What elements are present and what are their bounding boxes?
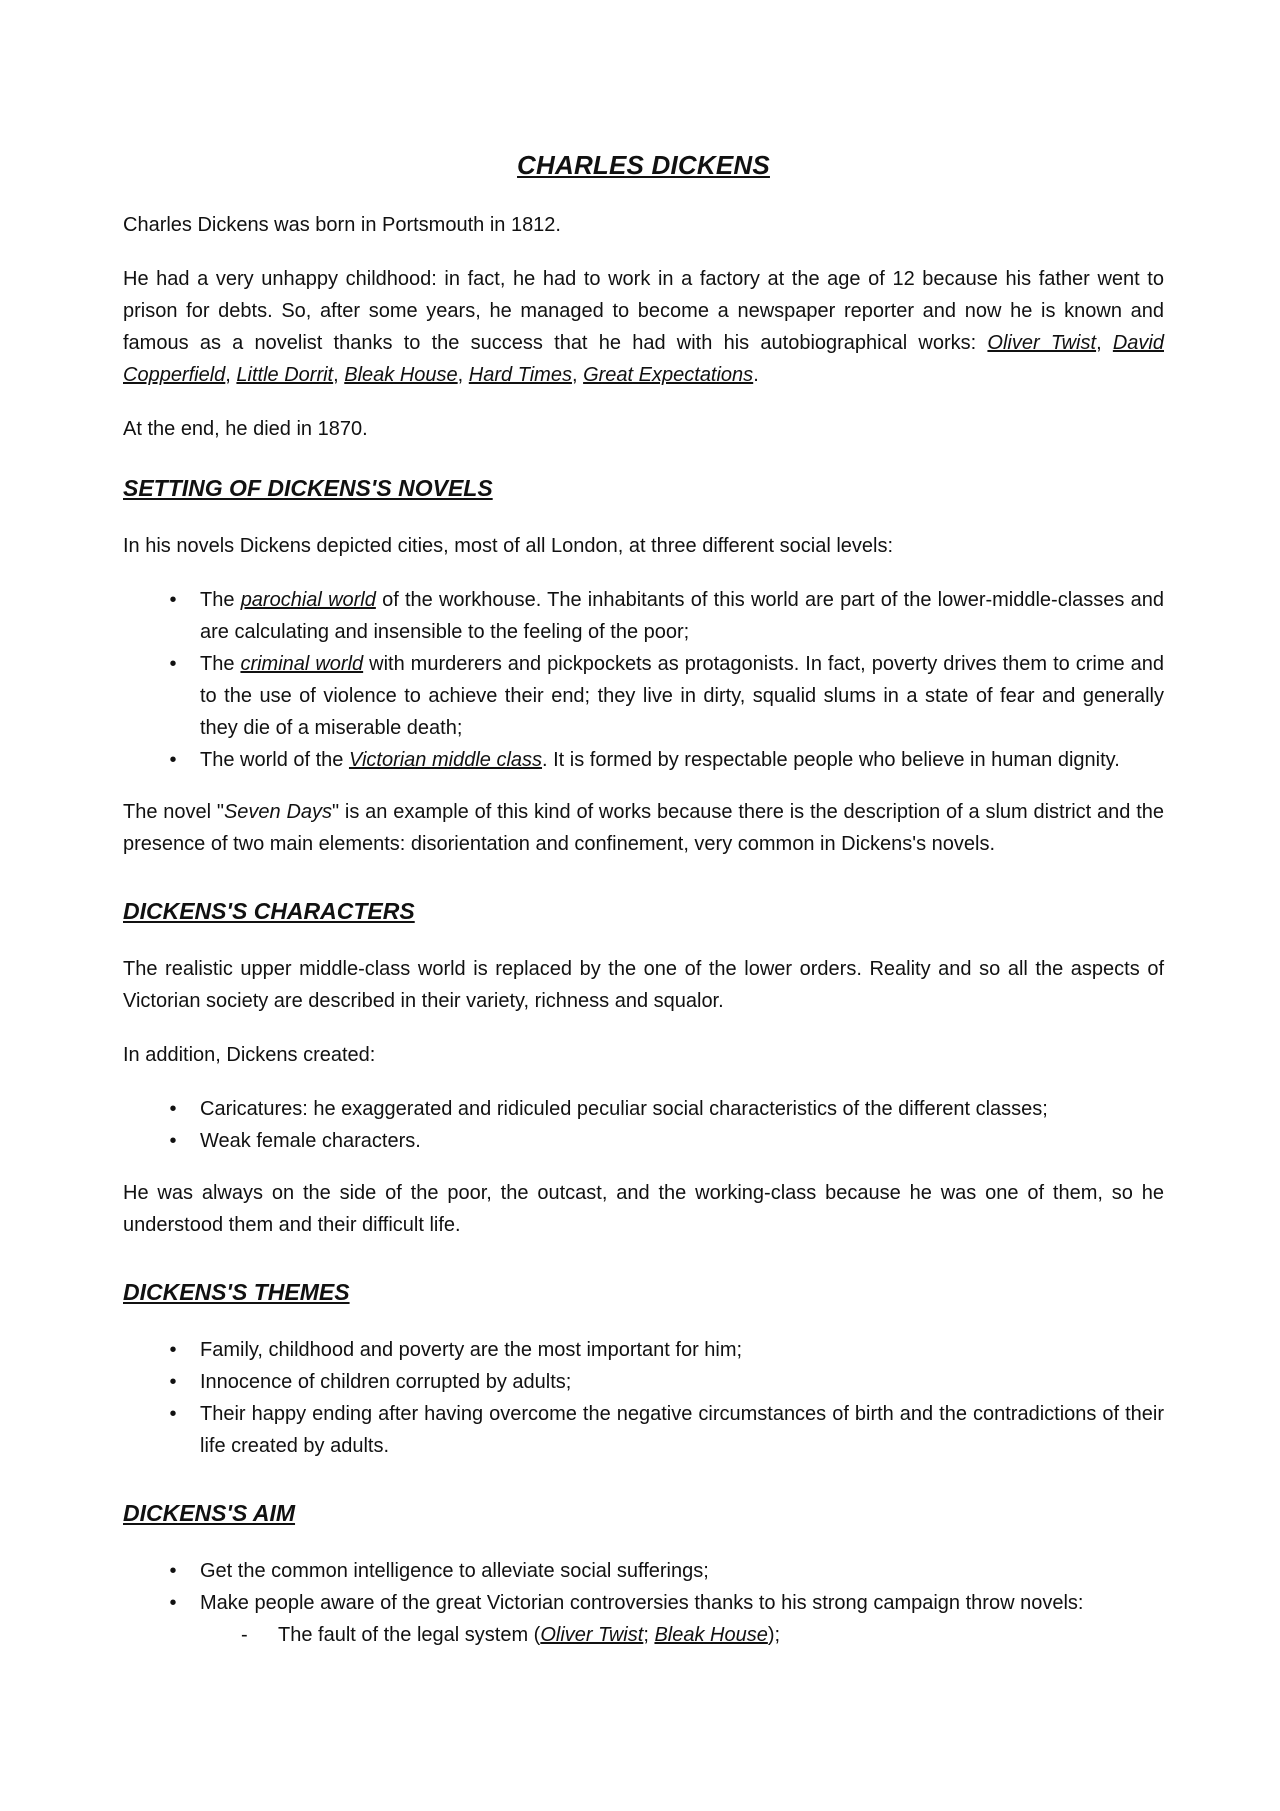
list-item: • Make people aware of the great Victorian controversies thanks to his strong campaign throw novels: [123, 1587, 1164, 1619]
aim-heading: DICKENS'S AIM [123, 1500, 296, 1526]
list-item: • Their happy ending after having overcome the negative circumstances of birth and the contradictions of their life created by adults. [123, 1398, 1164, 1462]
list-item: • Innocence of children corrupted by adults; [123, 1366, 1164, 1398]
page-title: CHARLES DICKENS [517, 150, 770, 180]
list-item: • The parochial world of the workhouse. The inhabitants of this world are part of the lower-middle-classes and are calculating and insensible to the feeling of the poor; [123, 584, 1164, 648]
bullet-icon: • [169, 1339, 177, 1361]
characters-list [123, 1093, 1164, 1157]
emphasis: criminal world [240, 653, 364, 675]
bullet-icon: • [169, 1560, 177, 1582]
novel-title: Seven Days [223, 801, 333, 823]
bullet-icon: • [169, 1403, 177, 1425]
dash-icon: - [241, 1624, 248, 1646]
work-title: Oliver Twist [987, 332, 1097, 354]
work-title: Little Dorrit [236, 364, 334, 386]
work-title: David Copperfield [123, 332, 1164, 386]
characters-p1: The realistic upper middle-class world is replaced by the one of the lower orders. Reality and so all the aspects of Victorian society are described in their variety, richness and squalor. [123, 958, 1164, 1012]
characters-heading: DICKENS'S CHARACTERS [123, 898, 415, 924]
work-title: Bleak House [654, 1624, 768, 1646]
bullet-icon: • [169, 1130, 177, 1152]
bullet-icon: • [169, 1592, 177, 1614]
characters-p2: In addition, Dickens created: [123, 1044, 376, 1066]
setting-novel: The novel "Seven Days" is an example of this kind of works because there is the description of a slum district and the presence of two main elements: disorientation and confinement, very common in Dickens's novels. [123, 801, 1164, 855]
setting-list [123, 584, 1164, 776]
emphasis: parochial world [240, 589, 376, 611]
setting-heading: SETTING OF DICKENS'S NOVELS [123, 475, 493, 501]
work-title: Bleak House [344, 364, 458, 386]
themes-heading: DICKENS'S THEMES [123, 1279, 350, 1305]
work-title: Oliver Twist [540, 1624, 644, 1646]
intro-childhood: He had a very unhappy childhood: in fact, he had to work in a factory at the age of 12 because his father went to prison for debts. So, after some years, he managed to become a newspaper reporter and now he is known and famous as a novelist thanks to the success that he had with his autobiographical works: Oliver Twist, David Copperfield, Little Dorrit, Bleak House, Hard Times, Great Expectations. [123, 268, 1164, 386]
list-item: • Caricatures: he exaggerated and ridiculed peculiar social characteristics of the different classes; [123, 1093, 1164, 1125]
list-item: • The criminal world with murderers and pickpockets as protagonists. In fact, poverty drives them to crime and to the use of violence to achieve their end; they live in dirty, squalid slums in a state of fear and generally they die of a miserable death; [123, 648, 1164, 744]
aim-sublist [123, 1619, 1164, 1651]
bullet-icon: • [169, 653, 177, 675]
intro-born: Charles Dickens was born in Portsmouth in 1812. [123, 214, 561, 236]
list-item: - The fault of the legal system (Oliver Twist; Bleak House); [123, 1619, 1164, 1651]
list-item: • Weak female characters. [123, 1125, 1164, 1157]
bullet-icon: • [169, 749, 177, 771]
bullet-icon: • [169, 1371, 177, 1393]
childhood-text: He had a very unhappy childhood: in fact, he had to work in a factory at the age of 12 because his father went to prison for debts. So, after some years, he managed to become a newspaper reporter and now he is known and famous as a novelist thanks to the success that he had with his autobiographical works: [123, 268, 1164, 354]
emphasis: Victorian middle class [348, 749, 543, 771]
list-item: • Get the common intelligence to alleviate social sufferings; [123, 1555, 1164, 1587]
work-title: Great Expectations [583, 364, 754, 386]
characters-p3: He was always on the side of the poor, the outcast, and the working-class because he was one of them, so he understood them and their difficult life. [123, 1182, 1164, 1236]
intro-death: At the end, he died in 1870. [123, 418, 368, 440]
aim-list [123, 1555, 1164, 1619]
list-item: • The world of the Victorian middle class. It is formed by respectable people who believe in human dignity. [123, 744, 1164, 776]
bullet-icon: • [169, 1098, 177, 1120]
bullet-icon: • [169, 589, 177, 611]
themes-list [123, 1334, 1164, 1462]
setting-lead: In his novels Dickens depicted cities, most of all London, at three different social levels: [123, 535, 894, 557]
work-title: Hard Times [468, 364, 572, 386]
list-item: • Family, childhood and poverty are the most important for him; [123, 1334, 1164, 1366]
